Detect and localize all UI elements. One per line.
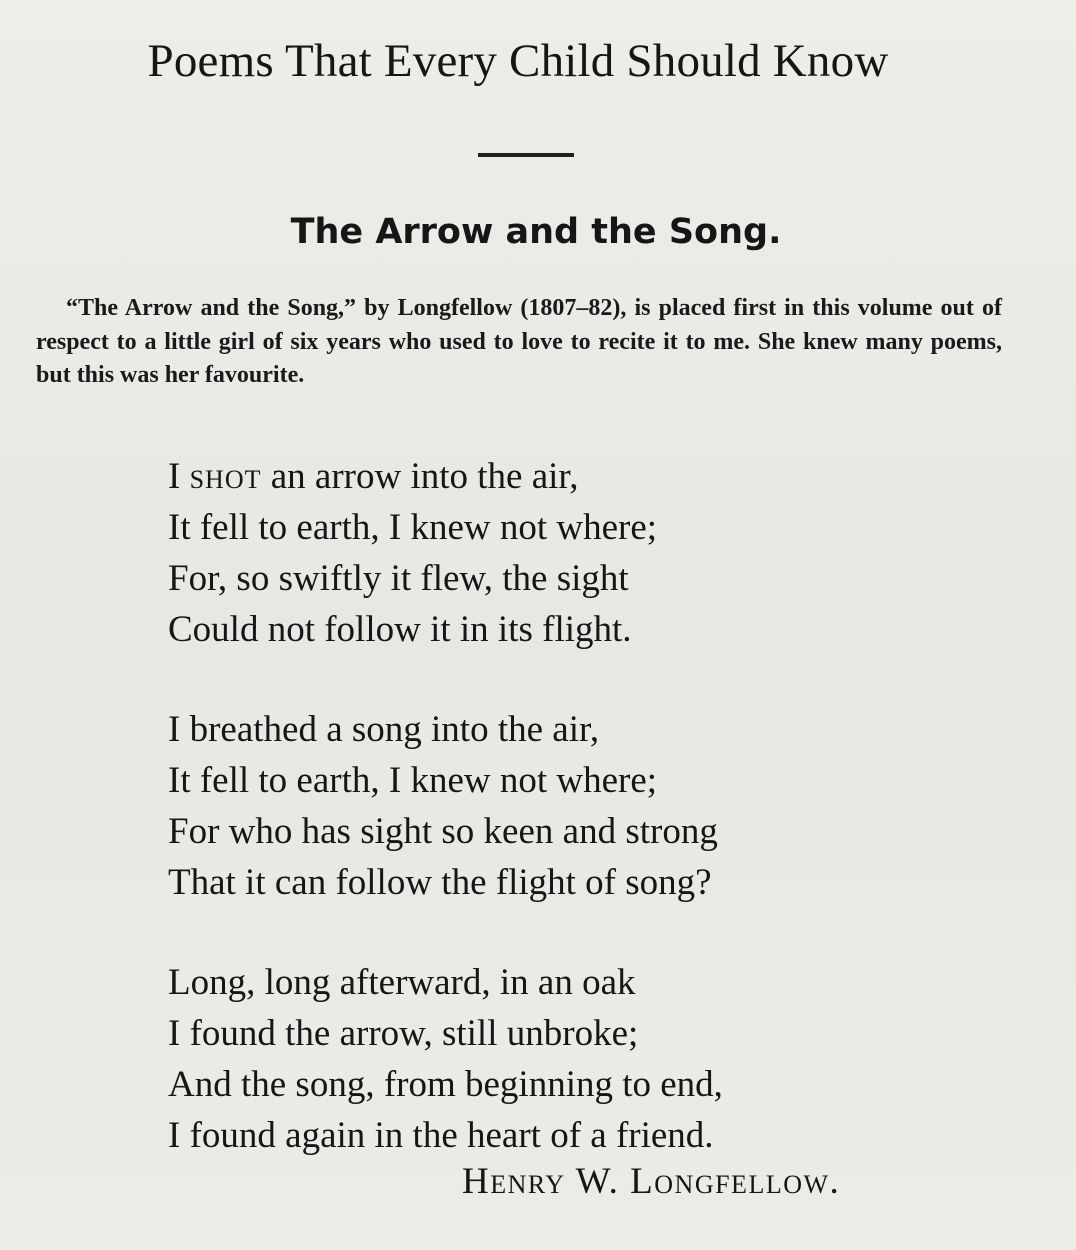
intro-paragraph: “The Arrow and the Song,” by Longfellow (1807–82), is placed first in this volume out of respect to a little girl of six years who used to love to recite it to me. She knew many poems, but this was her favourite. <box>36 295 1002 388</box>
poem-line: It fell to earth, I knew not where; <box>168 507 658 548</box>
author-signature: Henry W. Longfellow. <box>462 1161 841 1202</box>
drop-word: I <box>168 456 181 497</box>
section-divider <box>478 153 574 157</box>
poem-line: I found again in the heart of a friend. <box>168 1115 714 1156</box>
stanza-1 <box>168 451 1028 655</box>
poem-line: And the song, from beginning to end, <box>168 1064 723 1105</box>
poem-title: The Arrow and the Song. <box>290 212 782 252</box>
poem-line: Long, long afterward, in an oak <box>168 962 636 1003</box>
poem-line: For, so swiftly it flew, the sight <box>168 558 629 599</box>
poem-line: For who has sight so keen and strong <box>168 811 718 852</box>
poem-line: That it can follow the flight of song? <box>168 862 712 903</box>
line-text: an arrow into the air, <box>270 456 579 497</box>
small-caps-word: shot <box>189 456 262 497</box>
poem-line: I found the arrow, still unbroke; <box>168 1013 639 1054</box>
poem-line <box>168 451 1028 502</box>
poem-line: Could not follow it in its flight. <box>168 609 632 650</box>
poem-line: It fell to earth, I knew not where; <box>168 760 658 801</box>
stanza-2 <box>168 704 1028 908</box>
running-header: Poems That Every Child Should Know <box>147 35 889 87</box>
intro-note <box>36 292 1002 393</box>
poem-line: I breathed a song into the air, <box>168 709 600 750</box>
stanza-3 <box>168 957 1028 1161</box>
